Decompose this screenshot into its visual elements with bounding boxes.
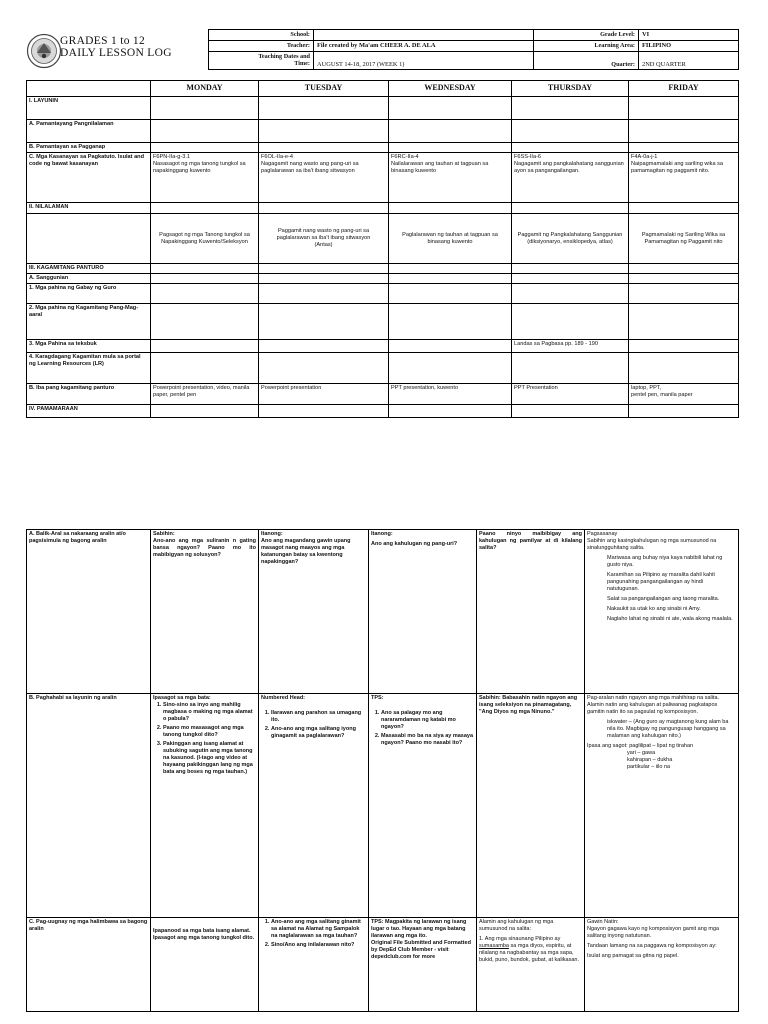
day-cell	[151, 264, 259, 274]
procedure-table	[26, 529, 739, 1012]
day-cell	[389, 97, 512, 120]
row-label: III. KAGAMITANG PANTURO	[27, 264, 151, 274]
day-cell: PPT presentation, kuwento	[389, 384, 512, 405]
wednesday-question-list	[381, 710, 474, 747]
table-row	[27, 143, 739, 153]
day-cell: Paglalarawan ng tauhan at tagpuan sa binasang kuwento	[389, 214, 512, 264]
day-cell	[629, 143, 739, 153]
row-label: B. Paghahabi sa layunin ng aralin	[27, 694, 151, 918]
day-cell	[151, 120, 259, 143]
day-cell	[512, 143, 629, 153]
day-cell	[259, 340, 389, 353]
table-row	[27, 304, 739, 340]
monday-question-list	[163, 702, 256, 776]
friday-line: Gawin Natin:	[587, 919, 619, 925]
friday-line: Salat sa pangangailangan ang taong maralita.	[607, 596, 720, 602]
day-cell	[151, 304, 259, 340]
info-table	[208, 29, 739, 70]
list-item: 1. Ano-ano ang mga salitang ginamit sa alamat na Alamat ng Sampalok na naglalarawan sa mga tauhan?	[271, 919, 366, 940]
row-label: 4. Karagdagang Kagamitan mula sa portal ng Learning Resources (LR)	[27, 353, 151, 384]
underlined-word: sumasamba	[479, 943, 509, 949]
friday-line: Karamihan sa Pilipino ay maralita dahil kahit pangunahing pangangailangan ay hindi natutugunan.	[607, 572, 715, 592]
day-header: TUESDAY	[259, 81, 389, 97]
day-cell: Powerpoint presentation	[259, 384, 389, 405]
day-cell	[151, 97, 259, 120]
thursday-item	[479, 936, 582, 964]
cell-tuesday	[259, 918, 369, 1012]
table-row	[27, 353, 739, 384]
day-header-row	[27, 81, 739, 97]
row-label: A. Sanggunian	[27, 274, 151, 284]
day-cell	[629, 340, 739, 353]
cell-friday	[585, 694, 739, 918]
day-cell	[389, 203, 512, 214]
day-cell: F6SS-IIa-6 Nagagamit ang pangkalahatang sanggunian ayon sa pangangailangan.	[512, 153, 629, 203]
thursday-item-pre: 1. Ang mga sinaunang Pilipino ay	[479, 936, 561, 942]
thursday-item-post: sa mga diyos, espiritu, at nilalang na nagbabantay sa mga sapa, bukid, puno, bundok, gubat, at kalikasan.	[479, 943, 579, 963]
day-cell	[259, 353, 389, 384]
friday-line: Sabihin ang kasingkahulugan ng mga sumusunod na sinalungguhitang salita.	[587, 538, 717, 551]
day-cell	[512, 353, 629, 384]
list-item: 1. Ilarawan ang parahon sa umagang ito.	[271, 710, 366, 724]
row-label: C. Pag-uugnay ng mga halimbawa sa bagong aralin	[27, 918, 151, 1012]
day-cell	[151, 143, 259, 153]
row-label: 1. Mga pahina ng Gabay ng Guro	[27, 284, 151, 304]
school-label: School:	[209, 30, 314, 41]
day-cell	[259, 143, 389, 153]
row-label: II. NILALAMAN	[27, 203, 151, 214]
day-cell	[259, 284, 389, 304]
day-cell	[389, 274, 512, 284]
table-row	[27, 340, 739, 353]
document-title	[60, 35, 172, 59]
table-row	[27, 274, 739, 284]
row-label	[27, 214, 151, 264]
list-item: 1. Ano sa palagay mo ang nararamdaman ng katabi mo ngayon?	[381, 710, 474, 731]
day-cell	[629, 405, 739, 418]
tuesday-question-list	[271, 919, 366, 949]
day-cell	[389, 264, 512, 274]
row-paghahabi	[27, 694, 739, 918]
row-label: A. Pamantayang Pangnilalaman	[27, 120, 151, 143]
friday-line: iskwater – (Ang guro ay magtanong kung alam ba nila ito. Magbigay ng pangungusap hanggang sa malaman ang kahulugan nito.)	[607, 719, 729, 739]
cell-thursday: Sabihin: Babasahin natin ngayon ang isang seleksiyon na pinamagatang, "Ang Diyos ng mga Ninuno."	[477, 694, 585, 918]
day-cell: laptop, PPT, pentel pen, manila paper	[629, 384, 739, 405]
day-cell	[259, 405, 389, 418]
day-cell: Pagmamalaki ng Sariling Wika sa Pamamagitan ng Paggamit nito	[629, 214, 739, 264]
day-cell	[512, 304, 629, 340]
table-row	[27, 264, 739, 274]
day-cell	[259, 274, 389, 284]
day-cell	[389, 340, 512, 353]
day-header: WEDNESDAY	[389, 81, 512, 97]
row-label: 3. Mga Pahina sa teksbuk	[27, 340, 151, 353]
day-cell	[151, 340, 259, 353]
lesson-log-table	[26, 80, 739, 418]
wednesday-question: Ano ang kahulugan ng pang-uri?	[371, 541, 458, 547]
cell-friday	[585, 530, 739, 694]
cell-monday	[151, 694, 259, 918]
table-row	[27, 203, 739, 214]
day-cell	[512, 405, 629, 418]
day-cell	[629, 264, 739, 274]
day-cell	[259, 304, 389, 340]
day-cell: Paggamit ng Pangkalahatang Sanggunian (diksiyonaryo, ensiklopedya, atlas)	[512, 214, 629, 264]
day-cell	[389, 284, 512, 304]
corner-cell	[27, 81, 151, 97]
day-cell	[629, 284, 739, 304]
quarter-value: 2ND QUARTER	[639, 52, 739, 70]
day-cell	[512, 264, 629, 274]
day-cell	[512, 284, 629, 304]
table-row	[27, 120, 739, 143]
list-item: 3. Pakinggan ang isang alamat at subuking sagutin ang mga tanong na kasunod. (I-tago ang video at hayaang pakikinggan lang ng mga bata ang boses ng mga tauhan.)	[163, 741, 256, 776]
cell-thursday: Paano ninyo maibibigay ang kahulugan ng pamilyar at di kilalang salita?	[477, 530, 585, 694]
day-cell	[151, 274, 259, 284]
friday-line: Ngayon gagawa kayo ng komposisyon gamit ang mga salitang inyong natutunan.	[587, 926, 720, 939]
learning-area-label: Learning Area:	[534, 41, 639, 52]
friday-line: Nakaukit sa utak ko ang sinabi ni Amy.	[607, 606, 701, 612]
row-balik-aral	[27, 530, 739, 694]
day-cell	[259, 264, 389, 274]
grade-level-value: VI	[639, 30, 739, 41]
deped-seal-icon	[26, 33, 62, 69]
school-value	[314, 30, 534, 41]
day-cell	[629, 353, 739, 384]
day-cell	[512, 97, 629, 120]
teacher-value: File created by Ma'am CHEER A. DE ALA	[314, 41, 534, 52]
friday-line: Mariwasa ang buhay niya kaya nabibili lahat ng gusto niya.	[607, 555, 723, 568]
cell-wednesday	[369, 530, 477, 694]
list-item: 1. Sino-sino sa inyo ang mahilig magbasa o making ng mga alamat o pabula?	[163, 702, 256, 723]
list-item: 2. Sino/Ano ang inilalarawan nito?	[271, 942, 366, 949]
list-item: 2. Paano mo masasagot ang mga tanong tungkol dito?	[163, 725, 256, 739]
dates-label-line-1: Teaching Dates and	[258, 53, 310, 60]
day-header: THURSDAY	[512, 81, 629, 97]
day-cell	[389, 304, 512, 340]
day-cell: F6PN-IIa-g-3.1 Nasasagot ng mga tanong tungkol sa napakinggang kuwento	[151, 153, 259, 203]
day-cell: Landas sa Pagbasa pp. 189 - 190	[512, 340, 629, 353]
list-item: 2. Ano-ano ang mga salitang iyong ginagamit sa paglalarawan?	[271, 726, 366, 740]
day-cell	[151, 405, 259, 418]
dates-label	[209, 52, 314, 70]
row-label: I. LAYUNIN	[27, 97, 151, 120]
row-label: 2. Mga pahina ng Kagamitang Pang-Mag-aaral	[27, 304, 151, 340]
day-cell	[389, 405, 512, 418]
friday-line: kahirapan – dukha	[627, 757, 673, 763]
lesson-log-body	[27, 97, 739, 418]
day-cell: F4A-0a-j-1 Naipagmamalaki ang sariling wika sa pamamagitan ng paggamit nito.	[629, 153, 739, 203]
grade-level-label: Grade Level:	[534, 30, 639, 41]
wednesday-prompt: Itanong:	[371, 531, 393, 537]
cell-tuesday	[259, 694, 369, 918]
day-cell: F6RC-IIa-4 Nailalarawan ang tauhan at tagpuan sa binasang kuwento	[389, 153, 512, 203]
friday-line: Naglaho lahat ng sinabi ni ate, wala akong maalala.	[607, 616, 733, 622]
table-row	[27, 384, 739, 405]
wednesday-intro: TPS:	[371, 695, 384, 701]
day-cell	[512, 203, 629, 214]
day-header: FRIDAY	[629, 81, 739, 97]
learning-area-value: FILIPINO	[639, 41, 739, 52]
day-cell	[389, 143, 512, 153]
monday-intro: Ipasagot sa mga bata:	[153, 695, 211, 701]
day-cell: Pagsagot ng mga Tanong tungkol sa Napakinggang Kuwento/Seleksyon	[151, 214, 259, 264]
friday-line: Pag-aralan natin ngayon ang mga mahihirap na salita. Alamin natin ang kahulugan at paliwanag pagkatapos gamitin natin ito sa pagsulat ng komposisyon.	[587, 695, 720, 715]
row-label: B. Pamantayan sa Pagganap	[27, 143, 151, 153]
list-item: 2. Masasabi mo ba na siya ay masaya ngayon? Paano mo nasabi ito?	[381, 733, 474, 747]
friday-line: partikular – iilo na	[627, 764, 671, 770]
row-pag-uugnay	[27, 918, 739, 1012]
day-cell	[629, 120, 739, 143]
cell-friday	[585, 918, 739, 1012]
teacher-label: Teacher:	[209, 41, 314, 52]
dates-label-line-2: Time:	[294, 60, 310, 68]
day-cell	[629, 203, 739, 214]
cell-monday: Ipapanood sa mga bata isang alamat. Ipasagot ang mga tanong tungkol dito.	[151, 918, 259, 1012]
day-cell	[389, 353, 512, 384]
table-row	[27, 214, 739, 264]
day-cell	[629, 97, 739, 120]
friday-line: Ipasa ang sagot: paglilipat – lipat ng tirahan	[587, 743, 694, 749]
table-row	[27, 405, 739, 418]
thursday-intro: Alamin ang kahulugan ng mga sumusunod na salita:	[479, 919, 554, 932]
table-row	[27, 153, 739, 203]
title-line-2: DAILY LESSON LOG	[60, 47, 172, 59]
day-cell	[259, 203, 389, 214]
friday-line: Pagsasanay	[587, 531, 618, 537]
day-cell	[512, 274, 629, 284]
day-cell	[629, 274, 739, 284]
day-cell	[629, 304, 739, 340]
day-cell	[512, 120, 629, 143]
row-label: A. Balik-Aral sa nakaraang aralin at/o pagsisimula ng bagong aralin	[27, 530, 151, 694]
cell-wednesday: TPS: Magpakita ng larawan ng isang lugar o tao. Hayaan ang mga batang ilarawan ang mga ito. Original File Submitted and Formatted by DepEd Club Member - visit depedclub.com for more	[369, 918, 477, 1012]
day-cell	[389, 120, 512, 143]
cell-wednesday	[369, 694, 477, 918]
day-cell	[151, 203, 259, 214]
cell-monday: Sabihin: Ano-ano ang mga suliranin n gating bansa ngayon? Paano mo ito mabibigyan ng solusyon?	[151, 530, 259, 694]
friday-line: Tandaan lamang na sa paggawa ng komposisyon ay:	[587, 943, 717, 949]
quarter-label: Quarter:	[534, 52, 639, 70]
friday-line: Isulat ang pamagat sa gitna ng papel.	[587, 953, 679, 959]
header	[26, 29, 738, 73]
cell-thursday	[477, 918, 585, 1012]
day-header: MONDAY	[151, 81, 259, 97]
title-line-1: GRADES 1 to 12	[60, 35, 146, 47]
day-cell	[259, 120, 389, 143]
tuesday-question-list	[271, 710, 366, 740]
cell-tuesday: Itanong: Ano ang magandang gawin upang masagot nang maayos ang mga katanungan batay sa kwentong napakinggan?	[259, 530, 369, 694]
row-label: C. Mga Kasanayan sa Pagkatuto. Isulat and code ng bawat kasanayan	[27, 153, 151, 203]
dates-value: AUGUST 14-18, 2017 (WEEK 1)	[314, 52, 534, 70]
row-label: IV. PAMAMARAAN	[27, 405, 151, 418]
friday-line: yari – gawa	[627, 750, 656, 756]
day-cell	[259, 97, 389, 120]
day-cell	[151, 353, 259, 384]
row-label: B. Iba pang kagamitang panturo	[27, 384, 151, 405]
table-row	[27, 97, 739, 120]
day-cell: F6OL-IIa-e-4 Nagagamit nang wasto ang pang-uri sa paglalarawan sa iba't ibang sitwasyon	[259, 153, 389, 203]
day-cell: PPT Presentation	[512, 384, 629, 405]
day-cell	[151, 284, 259, 304]
day-cell: Paggamit nang wasto ng pang-uri sa paglalarawan sa iba't ibang sitwasyon (Antas)	[259, 214, 389, 264]
table-row	[27, 284, 739, 304]
tuesday-intro: Numbered Head:	[261, 695, 306, 701]
day-cell: Powerpoint presentation, video, manila paper, pentel pen	[151, 384, 259, 405]
